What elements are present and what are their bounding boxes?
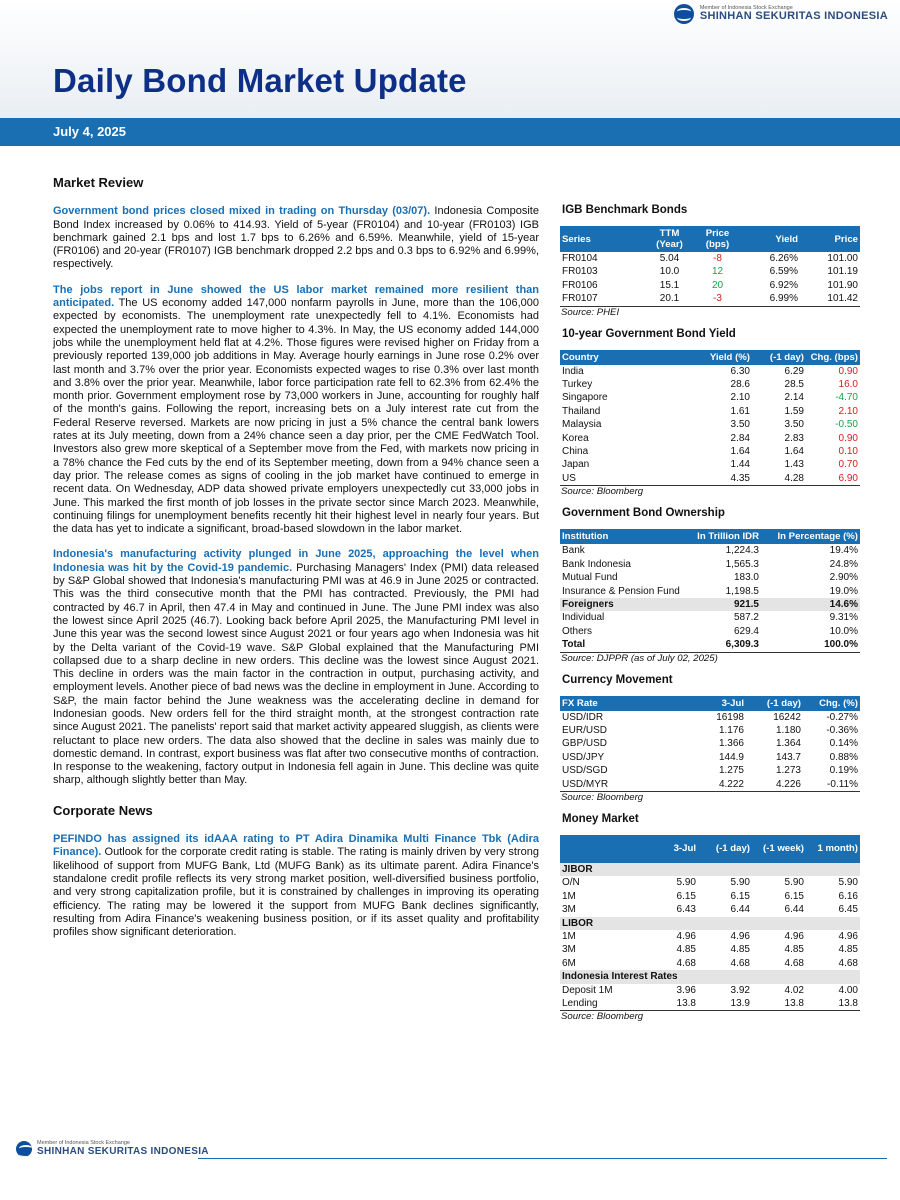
table-cell: 1,565.3 xyxy=(725,558,759,570)
table-row xyxy=(560,890,860,903)
table-group-header xyxy=(560,970,860,983)
table-cell: 12 xyxy=(711,266,724,278)
table-cell: 587.2 xyxy=(733,612,759,624)
table-cell: 4.96 xyxy=(676,931,696,942)
table-cell: 0.70 xyxy=(838,459,858,471)
table-row xyxy=(560,984,860,997)
table-cell: 6.44 xyxy=(730,904,750,916)
table-row xyxy=(560,751,860,764)
table-row xyxy=(560,432,860,445)
table-cell: 3M xyxy=(562,944,576,956)
table-row xyxy=(560,585,860,598)
table-cell: 4.35 xyxy=(698,472,752,486)
brand-name: SHINHAN SEKURITAS INDONESIA xyxy=(699,10,888,23)
table-cell: 9.31% xyxy=(829,612,858,624)
table-cell: -0.27% xyxy=(826,711,858,723)
table-cell: Others xyxy=(562,625,593,637)
table-cell: -0.11% xyxy=(803,778,860,792)
table-cell: 13.8 xyxy=(806,997,860,1011)
table-cell: FR0106 xyxy=(562,279,598,291)
table-source: Source: Bloomberg xyxy=(561,791,644,803)
table-cell: 100.0% xyxy=(761,638,860,652)
table-cell: 2.84 xyxy=(730,432,750,444)
table-cell: 19.0% xyxy=(829,585,858,597)
table-cell: USD/SGD xyxy=(562,765,608,777)
table-cell: 10.0 xyxy=(659,266,680,278)
table-row xyxy=(560,737,860,750)
table-cell: Singapore xyxy=(562,392,608,404)
table-row xyxy=(560,943,860,956)
table-cell: 1.366 xyxy=(718,738,744,750)
market-review-heading: Market Review xyxy=(53,175,144,190)
table-cell: 5.90 xyxy=(784,877,804,889)
table-row xyxy=(560,265,860,278)
money-table: 3-Jul (-1 day) (-1 week) 1 month) JIBOR O/N 5.90 5.90 5.90 5.90 1M 6.15 6.15 6.15 6.16 3M 6.43 6.44 6.44 6.45 LIBOR 1M 4.96 4.96 4.96 4.96 3M 4.85 4.85 4.85 4.85 6M 4.68 4.68 4.68 4.68 Indonesia Interest Rates Deposit 1M 3.96 3.92 4.02 4.00 Lending 13.8 13.9 13.8 13.8 xyxy=(560,835,860,1011)
table-cell: Korea xyxy=(562,432,589,444)
table-cell: -3 xyxy=(695,292,740,306)
review-paragraph: Indonesia's manufacturing activity plunged in June 2025, approaching the level when Indonesia was hit by the Covid-19 pandemic. Purchasing Managers' Index (PMI) data released by S&P Global showed that Indonesia's manufacturing PMI was at 46.9 in June 2025 or contracted. This was the third consecutive month that the PMI has contracted. Previously, the PMI had contracted by 46.7 in April, then 47.4 in May and continued in June. The June PMI index was also the lowest since April 2025 (46.7). Looking back before April 2025, the Manufacturing PMI level in June this year was the second lowest since August 2021 or four years ago when Indonesia was hit by the Delta variant of the Covid-19 wave. S&P Global explained that the Manufacturing PMI collapsed due to a sharp decline in new orders. This decline was the lowest since August 2021. This decline in orders was the main factor in the contraction in output, purchasing activity, and employment levels. Another piece of bad news was the decline in employment in June. According to S&P, the main factor behind the June weakness was the accelerating decline in demand for Indonesian goods. New orders fell for the third straight month, at the strongest contraction rate since August 2021. The panelists' report said that market activity appeared sluggish, as clients were reluctant to place new orders. The data also showed that the decline in sales was mainly due to domestic demand. In contrast, export business was flat after two consecutive months of contraction. In response to the weakening, factory output in Indonesia fell again in June. This decline was quite sharp, although slightly better than May. xyxy=(53,548,540,787)
table-cell: 6.29 xyxy=(784,365,804,377)
table-cell: 4.96 xyxy=(784,931,804,942)
table-cell: Malaysia xyxy=(562,419,602,431)
table-cell: 101.19 xyxy=(827,266,858,278)
currency-table-title: Currency Movement xyxy=(562,673,673,686)
table-cell: 10.0% xyxy=(829,625,858,637)
table-group-header xyxy=(560,863,860,876)
table-cell: 3.96 xyxy=(676,984,696,996)
table-cell: 5.04 xyxy=(659,253,680,264)
table-cell: 6.16 xyxy=(838,890,858,902)
table-cell: 1.180 xyxy=(775,724,801,736)
shinhan-logo-icon xyxy=(674,4,694,24)
table-cell: LIBOR xyxy=(560,917,860,930)
table-row xyxy=(560,391,860,404)
right-column xyxy=(560,204,860,1032)
brand-tagline: Member of Indonesia Stock Exchange xyxy=(37,1140,130,1147)
table-row xyxy=(560,378,860,391)
footer-divider xyxy=(198,1158,887,1159)
table-group-header xyxy=(560,917,860,930)
table-row xyxy=(560,876,860,889)
table-cell: 24.8% xyxy=(829,558,858,570)
table-cell: 28.6 xyxy=(730,379,750,391)
igb-table-title: IGB Benchmark Bonds xyxy=(562,204,688,216)
table-cell: 5.90 xyxy=(838,877,858,889)
table-cell: 6.15 xyxy=(784,890,804,902)
table-cell: 6.99% xyxy=(740,292,800,306)
table-cell: 6M xyxy=(562,957,576,969)
table-cell: Thailand xyxy=(562,405,601,417)
table-row xyxy=(560,997,860,1011)
table-cell: 1.64 xyxy=(730,446,750,458)
table-cell: 4.85 xyxy=(838,944,858,956)
table-cell: 2.14 xyxy=(784,392,804,404)
table-cell: FR0103 xyxy=(562,266,598,278)
table-cell: 6.45 xyxy=(838,904,858,916)
table-cell: 15.1 xyxy=(659,279,680,291)
table-cell: 1.44 xyxy=(730,459,750,471)
table-cell: 921.5 xyxy=(686,598,761,611)
table-cell: 6.15 xyxy=(730,890,750,902)
table-cell: 4.68 xyxy=(838,957,858,969)
table-cell: 19.4% xyxy=(829,545,858,557)
table-cell: 5.90 xyxy=(676,877,696,889)
table-cell: Mutual Fund xyxy=(562,572,618,584)
table-cell: 6.30 xyxy=(730,365,750,377)
table-cell: Japan xyxy=(562,459,590,471)
table-cell: 0.14% xyxy=(829,738,858,750)
table-row xyxy=(560,458,860,471)
table-cell: 6.26% xyxy=(769,253,798,264)
table-row xyxy=(560,930,860,943)
table-cell: 6,309.3 xyxy=(686,638,761,652)
yield-table: Country Yield (%) (-1 day) Chg. (bps) India 6.30 6.29 0.90 Turkey 28.6 28.5 16.0 Singapore 2.10 2.14 -4.70 Thailand 1.61 1.59 2.10 Malaysia 3.50 3.50 -0.50 Korea 2.84 2.83 0.90 China 1.64 1.64 0.10 Japan 1.44 1.43 0.70 US 4.35 4.28 6.90 xyxy=(562,351,858,484)
report-date: July 4, 2025 xyxy=(53,124,126,139)
brand-tagline: Member of Indonesia Stock Exchange xyxy=(699,4,793,11)
table-row xyxy=(560,638,860,652)
table-cell: 16198 xyxy=(716,711,744,723)
review-paragraph: The jobs report in June showed the US labor market remained more resilient than anticipated. The US economy added 147,000 nonfarm payrolls in June, more than the 106,000 expected by economists. The unemployment rate unexpectedly fell to 4.1%. Economists had expected the unemployment rate to move higher to 4.3%. In May, the US economy added 144,000 jobs while the unemployment held flat at 4.2%. Those figures were revised higher on Friday from a previously reported 139,000 job additions in May. Average hourly earnings in June rose 0.2% over last month and 3.7% over the prior year. Economists expected wages to rise 0.3% over last month and 3.8% over the prior year. Meanwhile, labor force participation rate fell to 62.3% from 62.4% the month prior. Government employment rose by 73,000 workers in June, accounting for roughly half of the month's gains. Following the report, increasing bets on a July interest rate cut from the Federal Reserve reversed. Markets are now pricing in just a 5% chance the central bank lowers rates at its July meeting, down from a 24% chance seen a day prior, per the CME FedWatch Tool. Investors also grew more skeptical of a September move from the Fed, with markets now pricing in a 78% chance the Fed cuts by the end of its September meeting, down from a 94% chance seen a day prior. The release comes as signs of cooling in the job market have continued to emerge in recent data. On Wednesday, ADP data showed private employers unexpectedly cut 33,000 jobs in June. This marked the first month of job losses in the private sector since March 2023. Meanwhile, continuing filings for unemployment benefits recently hit their highest level in nearly four years. But the data has yet to indicate a significant, broad-based slowdown in the labor market. xyxy=(53,283,539,536)
table-cell: 20 xyxy=(711,279,724,291)
table-cell: 101.42 xyxy=(800,292,860,306)
table-cell: Bank xyxy=(562,545,585,557)
table-cell: 144.9 xyxy=(718,751,744,763)
table-cell: 101.00 xyxy=(827,253,858,264)
table-cell: 1.364 xyxy=(775,738,801,750)
table-row xyxy=(560,365,860,378)
table-cell: 2.10 xyxy=(730,392,750,404)
table-row xyxy=(560,279,860,292)
table-cell: 4.68 xyxy=(676,957,696,969)
table-cell: 4.28 xyxy=(752,472,806,486)
table-cell: 6.15 xyxy=(676,890,696,902)
table-cell: 4.85 xyxy=(784,944,804,956)
table-cell: Deposit 1M xyxy=(562,984,613,996)
table-cell: 5.90 xyxy=(730,877,750,889)
table-cell: 13.8 xyxy=(752,997,806,1011)
table-cell: USD/JPY xyxy=(562,751,605,763)
table-cell: USD/IDR xyxy=(562,711,604,723)
table-cell: -0.36% xyxy=(826,724,858,736)
table-source: Source: DJPPR (as of July 02, 2025) xyxy=(561,652,718,664)
table-cell: 16242 xyxy=(773,711,801,723)
table-cell: 0.10 xyxy=(838,446,858,458)
corporate-news-heading: Corporate News xyxy=(53,802,153,818)
table-cell: 143.7 xyxy=(775,751,801,763)
table-cell: 1.64 xyxy=(784,446,804,458)
table-row xyxy=(560,903,860,916)
table-cell: GBP/USD xyxy=(562,738,608,750)
table-cell: 4.85 xyxy=(676,944,696,956)
table-cell: 2.90% xyxy=(829,572,858,584)
table-cell: 20.1 xyxy=(644,292,695,306)
brand-name: SHINHAN SEKURITAS INDONESIA xyxy=(37,1145,209,1157)
table-cell: Total xyxy=(560,638,686,652)
table-row xyxy=(560,418,860,431)
ownership-table-title: Government Bond Ownership xyxy=(562,507,725,520)
table-row xyxy=(560,764,860,777)
table-cell: 4.222 xyxy=(692,778,746,792)
table-cell: Turkey xyxy=(562,379,593,391)
table-cell: 4.85 xyxy=(730,944,750,956)
table-cell: 0.19% xyxy=(829,765,858,777)
table-cell: EUR/USD xyxy=(562,724,608,736)
table-cell: 183.0 xyxy=(733,572,759,584)
table-cell: 1,198.5 xyxy=(725,585,759,597)
igb-table: Series TTM (Year) Price (bps) Yield Price FR0104 5.04 -8 6.26% 101.00 FR0103 10.0 12 6.59% 101.19 FR0106 15.1 20 6.92% 101.90 FR0107 20.1 -3 6.99% 101.42 xyxy=(562,228,858,305)
table-cell: 4.96 xyxy=(838,931,858,942)
table-cell: 4.96 xyxy=(730,931,750,942)
table-cell: China xyxy=(562,446,589,458)
table-cell: India xyxy=(562,365,584,377)
table-row xyxy=(560,544,860,557)
table-cell: Foreigners xyxy=(560,598,686,611)
table-cell: 13.9 xyxy=(698,997,752,1011)
table-cell: 6.92% xyxy=(769,279,798,291)
table-cell: 4.68 xyxy=(784,957,804,969)
page-title: Daily Bond Market Update xyxy=(53,62,467,99)
table-cell: FR0104 xyxy=(562,253,598,264)
ownership-table: Institution In Trillion IDR In Percentage (%) Bank 1,224.3 19.4% Bank Indonesia 1,565.3 24.8% Mutual Fund 183.0 2.90% Insurance & Pension Fund 1,198.5 19.0% Foreigners 921.5 14.6% Individual 587.2 9.31% Others 629.4 10.0% Total 6,309.3 100.0% xyxy=(562,531,858,651)
table-cell: 4.00 xyxy=(838,984,858,996)
currency-table: FX Rate 3-Jul (-1 day) Chg. (%) USD/IDR 16198 16242 -0.27% EUR/USD 1.176 1.180 -0.36% GBP/USD 1.366 1.364 0.14% USD/JPY 144.9 143.7 0.88% USD/SGD 1.275 1.273 0.19% USD/MYR 4.222 4.226 -0.11% xyxy=(562,697,858,790)
table-cell: 6.90 xyxy=(806,472,860,486)
table-row xyxy=(560,778,860,792)
table-cell: 101.90 xyxy=(827,279,858,291)
table-cell: US xyxy=(560,472,698,486)
table-cell: Individual xyxy=(562,612,605,624)
table-row xyxy=(560,445,860,458)
table-cell: 1.59 xyxy=(784,405,804,417)
table-cell: O/N xyxy=(562,877,580,889)
table-row xyxy=(560,405,860,418)
table-cell: 1M xyxy=(562,890,576,902)
left-column xyxy=(53,176,539,951)
review-paragraph: Government bond prices closed mixed in trading on Thursday (03/07). Indonesia Composite Bond Index increased by 0.06% to 414.93. Yield of 5-year (FR0104) and 10-year (FR0103) IGB benchmark gained 2.1 bps and lost 1.7 bps to 6.26% and 6.59%. Meanwhile, yield of 15-year (FR0106) and 20-year (FR0107) IGB benchmark dropped 2.2 bps and 0.3 bps to 6.92% and 6.99%, respectively. xyxy=(53,205,539,271)
table-cell: 3.92 xyxy=(730,984,750,996)
table-row xyxy=(560,711,860,724)
table-row xyxy=(560,724,860,737)
table-cell: 1.275 xyxy=(718,765,744,777)
table-row xyxy=(560,625,860,638)
table-cell: FR0107 xyxy=(560,292,644,306)
brand-logo xyxy=(674,4,888,24)
table-source: Source: PHEI xyxy=(561,306,620,318)
table-cell: 3.50 xyxy=(730,419,750,431)
table-cell: Insurance & Pension Fund xyxy=(562,585,680,597)
table-cell: 6.59% xyxy=(769,266,798,278)
table-cell: Bank Indonesia xyxy=(562,558,631,570)
table-cell: 4.226 xyxy=(746,778,803,792)
table-row xyxy=(560,252,860,265)
table-row xyxy=(560,957,860,970)
table-cell: -0.50 xyxy=(835,419,858,431)
table-cell: 2.10 xyxy=(838,405,858,417)
shinhan-logo-icon xyxy=(16,1141,32,1157)
table-row xyxy=(560,292,860,306)
table-cell: 6.43 xyxy=(676,904,696,916)
date-bar xyxy=(0,118,900,146)
table-cell: 629.4 xyxy=(733,625,759,637)
table-cell: Lending xyxy=(560,997,644,1011)
table-cell: 2.83 xyxy=(784,432,804,444)
table-cell: 1,224.3 xyxy=(725,545,759,557)
table-cell: 6.44 xyxy=(784,904,804,916)
table-row xyxy=(560,611,860,624)
table-cell: 4.68 xyxy=(730,957,750,969)
table-cell: -4.70 xyxy=(835,392,858,404)
table-source: Source: Bloomberg xyxy=(561,1011,644,1023)
news-paragraph: PEFINDO has assigned its idAAA rating to PT Adira Dinamika Multi Finance Tbk (Adira Finance). Outlook for the corporate credit rating is stable. The rating is mainly driven by very strong likelihood of support from MUFG Bank, Ltd (MUFG Bank) as its ultimate parent. Adira Finance's standalone credit profile reflects its very strong market position, well-diversified business portfolio, and very strong capitalization profile, but it is constrained by challenges in improving its operating efficiency. The rating may be lowered it the support from MUFG Bank declines significantly, resulting from Adira Finance's weakening business position, or if its asset quality and profitability profiles show significant deterioration. xyxy=(53,833,539,939)
table-cell: 28.5 xyxy=(784,379,804,391)
table-row xyxy=(560,571,860,584)
table-cell: JIBOR xyxy=(560,863,860,876)
footer-logo xyxy=(16,1141,209,1157)
money-table-title: Money Market xyxy=(562,812,639,825)
table-row xyxy=(560,558,860,571)
table-cell: 13.8 xyxy=(644,997,698,1011)
yield-table-title: 10-year Government Bond Yield xyxy=(562,327,736,340)
table-cell: 4.02 xyxy=(784,984,804,996)
table-cell: 14.6% xyxy=(761,598,860,611)
table-cell: 0.90 xyxy=(838,365,858,377)
table-cell: 0.90 xyxy=(838,432,858,444)
table-cell: 3M xyxy=(562,904,576,916)
table-row xyxy=(560,472,860,486)
table-cell: 1.176 xyxy=(718,724,744,736)
table-cell: 0.88% xyxy=(829,751,858,763)
table-cell: USD/MYR xyxy=(560,778,692,792)
table-cell: 1.61 xyxy=(730,405,750,417)
table-cell: Indonesia Interest Rates xyxy=(560,970,860,983)
table-cell: 3.50 xyxy=(784,419,804,431)
table-row xyxy=(560,598,860,611)
table-cell: 1M xyxy=(562,931,576,942)
table-source: Source: Bloomberg xyxy=(561,486,644,498)
table-cell: 1.273 xyxy=(775,765,801,777)
table-cell: 1.43 xyxy=(784,459,804,471)
table-cell: 16.0 xyxy=(838,379,858,391)
table-cell: -8 xyxy=(713,253,722,264)
